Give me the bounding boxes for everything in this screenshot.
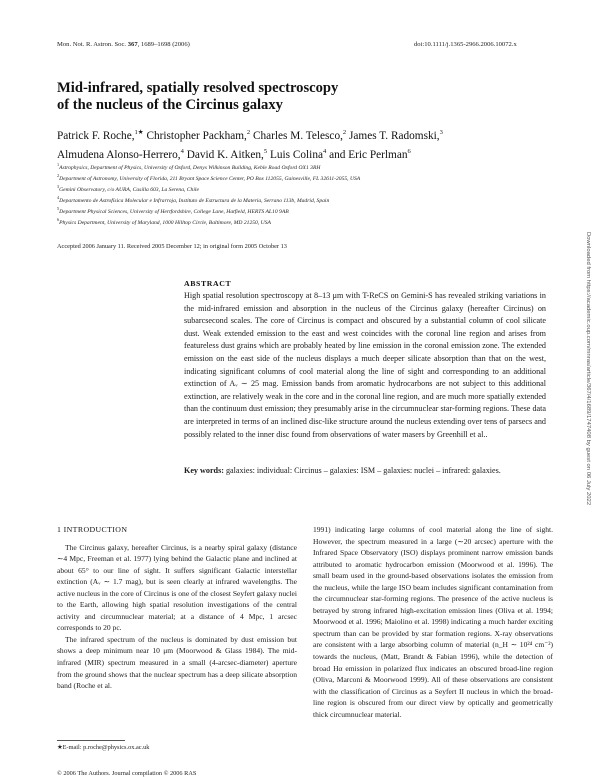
affiliations	[57, 161, 537, 227]
title-line-1: Mid-infrared, spatially resolved spectroscopy	[57, 80, 339, 96]
paragraph: The infrared spectrum of the nucleus is dominated by dust emission but shows a deep minimum near 10 μm (Moorwood & Glass 1984). The mid-infrared (MIR) spectrum measured in a small (4-arcsec-diameter) aperture from the ground shows that the nuclear spectrum has a deep silicate absorption band (Roche et al.	[57, 634, 297, 691]
affiliation: $^6$Physics Department, University of Maryland, 1000 Hilltop Circle, Baltimore, MD 21250, USA	[57, 217, 271, 226]
accepted-dates: Accepted 2006 January 11. Received 2005 December 12; in original form 2005 October 13	[57, 243, 287, 250]
affiliation: $^5$Department Physical Sciences, University of Hertfordshire, College Lane, Hatfield, HERTS AL10 9AB	[57, 206, 289, 215]
copyright-footer: © 2006 The Authors. Journal compilation © 2006 RAS	[57, 770, 197, 777]
download-watermark: Downloaded from https://academic.oup.com/mnras/article/367/4/1689/1747408 by guest on 06 July 2022	[585, 232, 591, 506]
keywords	[184, 465, 546, 478]
author: James T. Radomski,$^3$	[349, 129, 443, 142]
journal-name: Mon. Not. R. Astron. Soc.	[57, 41, 127, 48]
author: Eric Perlman$^6$	[348, 147, 411, 161]
affiliation: $^2$Department of Astronomy, University of Florida, 211 Bryant Space Science Center, PO Box 112055, Gainesville, FL 32611-2055, USA	[57, 173, 361, 182]
paragraph: The Circinus galaxy, hereafter Circinus, is a nearby spiral galaxy (distance ∼4 Mpc, Freeman et al. 1977) lying behind the Galactic plane and inclined at about 65° to our line of sight. It suffers significant Galactic interstellar extinction (Aᵥ ∼ 1.7 mag), but is seen clearly at infrared wavelengths. The active nucleus in the core of Circinus is one of the closest Seyfert galaxy nuclei to the Earth, allowing high spatial resolution investigations of the central activity and circumnuclear material; at a distance of 4 Mpc, 1 arcsec corresponds to 20 pc.	[57, 542, 297, 633]
author: Luis Colina$^4$	[269, 147, 327, 161]
author-list: Patrick F. Roche,$^{1★}$ Christopher Packham,$^2$ Charles M. Telesco,$^2$ James T. Radomski,$^3$ Almudena Alonso-Herrero,$^4$ David K. Aitken,$^5$ Luis Colina$^4$ and Eric Perlman$^6$	[57, 129, 443, 161]
volume-number: 367	[127, 41, 138, 48]
affiliation: $^3$Gemini Observatory, c/o AURA, Casilla 603, La Serena, Chile	[57, 184, 199, 193]
keywords-label: Key words:	[184, 466, 224, 475]
author: Almudena Alonso-Herrero,$^4$	[57, 147, 184, 161]
doi[interactable]: doi:10.1111/j.1365-2966.2006.10072.x	[414, 41, 517, 48]
paper-title	[57, 80, 477, 114]
running-header-citation: Mon. Not. R. Astron. Soc. 367, 1689–1698 (2006)	[57, 41, 190, 48]
author: Patrick F. Roche,$^{1★}$	[57, 129, 144, 142]
footnote-email: ★E-mail: p.roche@physics.ox.ac.uk	[57, 744, 150, 751]
column-left	[57, 524, 297, 692]
page-range: 1689–1698 (2006)	[140, 41, 190, 48]
affiliation: $^1$Astrophysics, Department of Physics, University of Oxford, Denys Wilkinson Building, Keble Road Oxford OX1 3RH	[57, 162, 321, 171]
title-line-2: of the nucleus of the Circinus galaxy	[57, 97, 283, 113]
column-right	[313, 524, 553, 720]
abstract-heading: ABSTRACT	[184, 279, 232, 288]
footnote-rule	[57, 740, 125, 741]
section-heading: 1 INTRODUCTION	[57, 525, 128, 534]
abstract-text: High spatial resolution spectroscopy at 8–13 μm with T-ReCS on Gemini-S has revealed striking variations in the mid-infrared emission and absorption in the nucleus of the Circinus galaxy (hereafter Circinus) on subarcsecond scales. The core of Circinus is compact and obscured by a substantial column of cool silicate dust. Weak extended emission to the east and west coincides with the coronal line region and arises from featureless dust grains which are probably heated by line emission in the coronal emission zone. The extended emission on the east side of the nucleus displays a much deeper silicate absorption than that on the west, indicating significant columns of cool material along the line of sight and corresponding to an additional extinction of Aᵥ ∼ 25 mag. Emission bands from aromatic hydrocarbons are not subject to this additional extinction, are relatively weak in the core and in the coronal line region, and are much more spatially extended than the continuum dust emission; they presumably arise in the circumnuclear star-forming regions. These data are interpreted in terms of an inclined disc-like structure around the nucleus extending over tens of parsecs and possibly related to the inner disc found from observations of water masers by Greenhill et al..	[184, 291, 546, 439]
author: Christopher Packham,$^2$	[146, 129, 251, 142]
keywords-list: galaxies: individual: Circinus – galaxies: ISM – galaxies: nuclei – infrared: galaxies.	[225, 466, 501, 475]
author: Charles M. Telesco,$^2$	[252, 129, 347, 142]
author: David K. Aitken,$^5$	[186, 147, 268, 161]
paragraph: 1991) indicating large columns of cool material along the line of sight. However, the spectrum measured in a large (∼20 arcsec) aperture with the Infrared Space Observatory (ISO) displays prominent narrow emission bands attributed to aromatic hydrocarbon emission (Moorwood et al. 1996). The small beam used in the ground-based observations isolates the emission from the nucleus, while the large ISO beam includes significant contamination from the circumnuclear star-forming regions. The presence of the active nucleus is betrayed by strong infrared high-excitation emission lines (Oliva et al. 1994; Moorwood et al. 1996; Maiolino et al. 1998) indicating a much harder exciting spectrum than can be provided by star formation regions. X-ray observations are consistent with a large absorbing column of material (n_H ∼ 10²⁴ cm⁻²) towards the nucleus, (Matt, Brandt & Fabian 1996), while the detection of broad Hα emission in polarized flux indicates an obscured broad-line region (Oliva, Marconi & Moorwood 1999). All of these observations are consistent with the classification of Circinus as a Seyfert II nucleus in which the broad-line region is obscured from our direct view by optically and geometrically thick circumnuclear material.	[313, 525, 553, 719]
affiliation: $^4$Departamento de Astrofísica Molecular e Infrarroja, Instituto de Estructura de la Materia, Serrano 113b, Madrid, Spain	[57, 195, 330, 204]
